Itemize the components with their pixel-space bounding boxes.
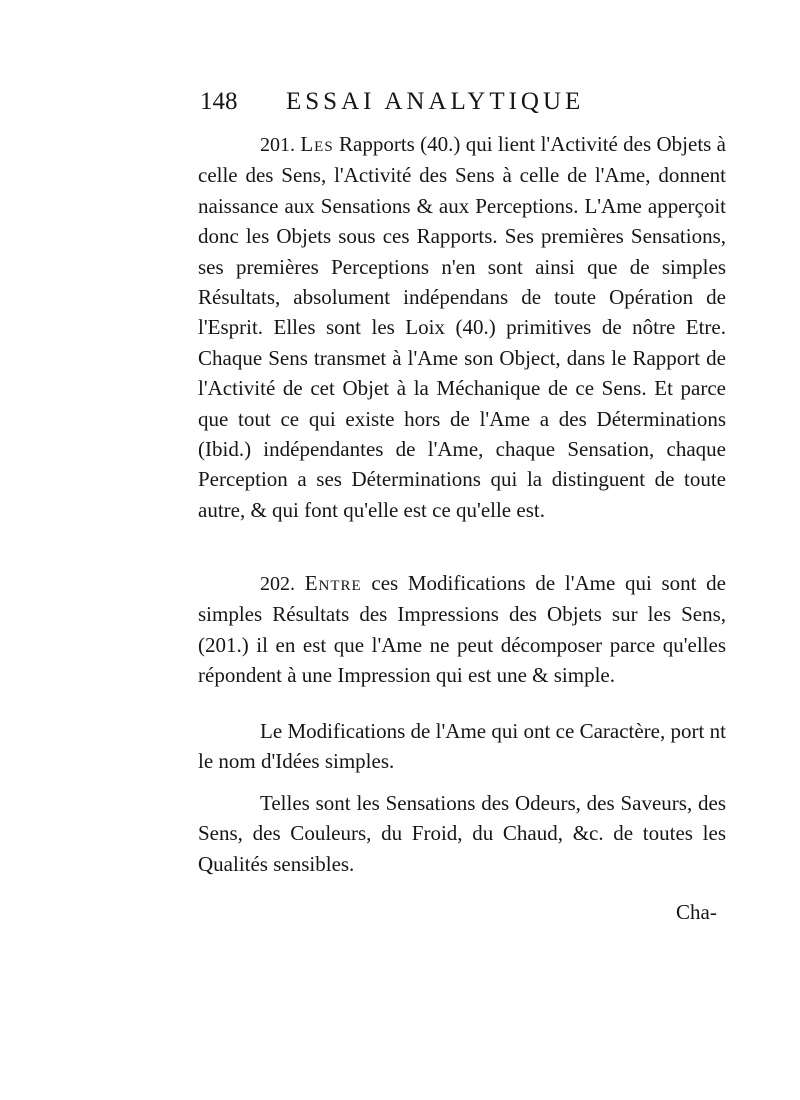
paragraph-text: Telles sont les Sensations des Odeurs, des Saveurs, des Sens, des Couleurs, du Froid, du Chaud, &c. de toutes les Qualités sensibles. [198, 791, 726, 876]
paragraph-text: Le Modifications de l'Ame qui ont ce Caractère, port nt le nom d'Idées simples. [198, 719, 726, 774]
paragraph-number: 201. [260, 134, 295, 156]
paragraph-number: 202. [260, 573, 295, 595]
paragraph-text: ces Modifications de l'Ame qui sont de simples Résultats des Impressions des Objets sur les Sens, (201.) il en est que l'Ame ne peut décomposer parce qu'elles répondent à une Impression qui est une & simple. [198, 571, 726, 688]
page-number: 148 [200, 88, 238, 115]
paragraph-lead-word: Entre [304, 571, 362, 595]
paragraph-202 [198, 568, 726, 691]
paragraph-201 [198, 129, 726, 525]
paragraph-lead-word: Les [300, 132, 334, 156]
paragraph-sensations [198, 788, 726, 879]
page-title: ESSAI ANALYTIQUE [286, 88, 585, 115]
paragraph-simple-ideas [198, 716, 726, 777]
paragraph-text: Rapports (40.) qui lient l'Activité des Objets à celle des Sens, l'Activité des Sens à celle de l'Ame, donnent naissance aux Sensations & aux Perceptions. L'Ame apperçoit donc les Objets sous ces Rapports. Ses premières Sensations, ses premières Perceptions n'en sont ainsi que de simples Résultats, absolument indépendans de toute Opération de l'Esprit. Elles sont les Loix (40.) primitives de nôtre Etre. Chaque Sens transmet à l'Ame son Object, dans le Rapport de l'Activité de cet Objet à la Méchanique de ce Sens. Et parce que tout ce qui existe hors de l'Ame a des Déterminations (Ibid.) indépendantes de l'Ame, chaque Sensation, chaque Perception a ses Déterminations qui la distinguent de toute autre, & qui font qu'elle est ce qu'elle est. [198, 132, 726, 522]
running-head [200, 84, 720, 120]
catchword: Cha- [676, 900, 717, 924]
